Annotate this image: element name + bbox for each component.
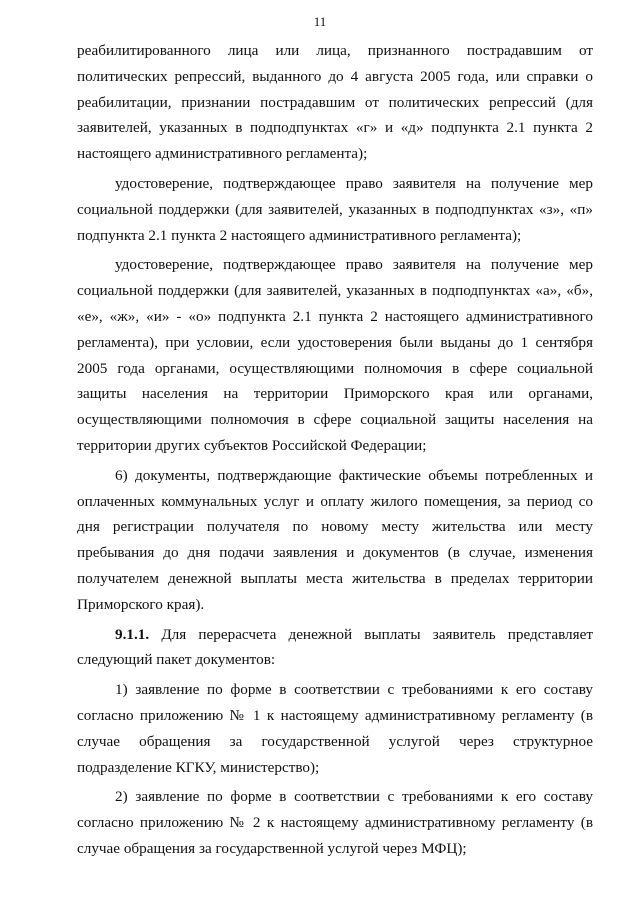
paragraph-recalculation-intro	[77, 622, 593, 674]
paragraph-application-mfc: 2) заявление по форме в соответствии с требованиями к его составу согласно приложению № 2 к настоящему административному регламенту (в случае обращения за государственной услугой через МФЦ);	[77, 788, 593, 857]
paragraph-certificate-z-p: удостоверение, подтверждающее право заявителя на получение мер социальной поддержки (для заявителей, указанных в подподпунктах «з», «п» подпункта 2.1 пункта 2 настоящего административного регламента);	[77, 174, 593, 244]
page-number: 11	[313, 14, 327, 29]
paragraph-utility-documents: 6) документы, подтверждающие фактические объемы потребленных и оплаченных коммунальных услуг и оплату жилого помещения, за период со дня регистрации получателя по новому месту жительства или месту пребывания до дня подачи заявления и документов (в случае, изменения получателем денежной выплаты места жительства в пределах территории Приморского края).	[77, 466, 593, 613]
paragraph-certificate-a-o: удостоверение, подтверждающее право заявителя на получение мер социальной поддержки (для заявителей, указанных в подподпунктах «а», «б», «е», «ж», «и» - «о» подпункта 2.1 пункта 2 настоящего административного регламента), при условии, если удостоверения были выданы до 1 сентября 2005 года органами, осуществляющими полномочия в сфере социальной защиты населения на территории Приморского края или органами, осуществляющими полномочия в сфере социальной защиты населения на территории других субъектов Российской Федерации;	[77, 256, 593, 454]
section-text: Для перерасчета денежной выплаты заявитель представляет следующий пакет документов:	[77, 625, 593, 669]
document-body	[77, 38, 593, 862]
paragraph-application-kgku: 1) заявление по форме в соответствии с требованиями к его составу согласно приложению № 1 к настоящему административному регламенту (в случае обращения за государственной услугой через структурное подразделение КГКУ, министерство);	[77, 681, 593, 776]
section-number: 9.1.1.	[115, 625, 150, 643]
paragraph-rehabilitation-certificate: реабилитированного лица или лица, признанного пострадавшим от политических репрессий, выданного до 4 августа 2005 года, или справки о реабилитации, признании пострадавшим от политических репрессий (для заявителей, указанных в подподпунктах «г» и «д» подпункта 2.1 пункта 2 настоящего административного регламента);	[77, 42, 593, 163]
